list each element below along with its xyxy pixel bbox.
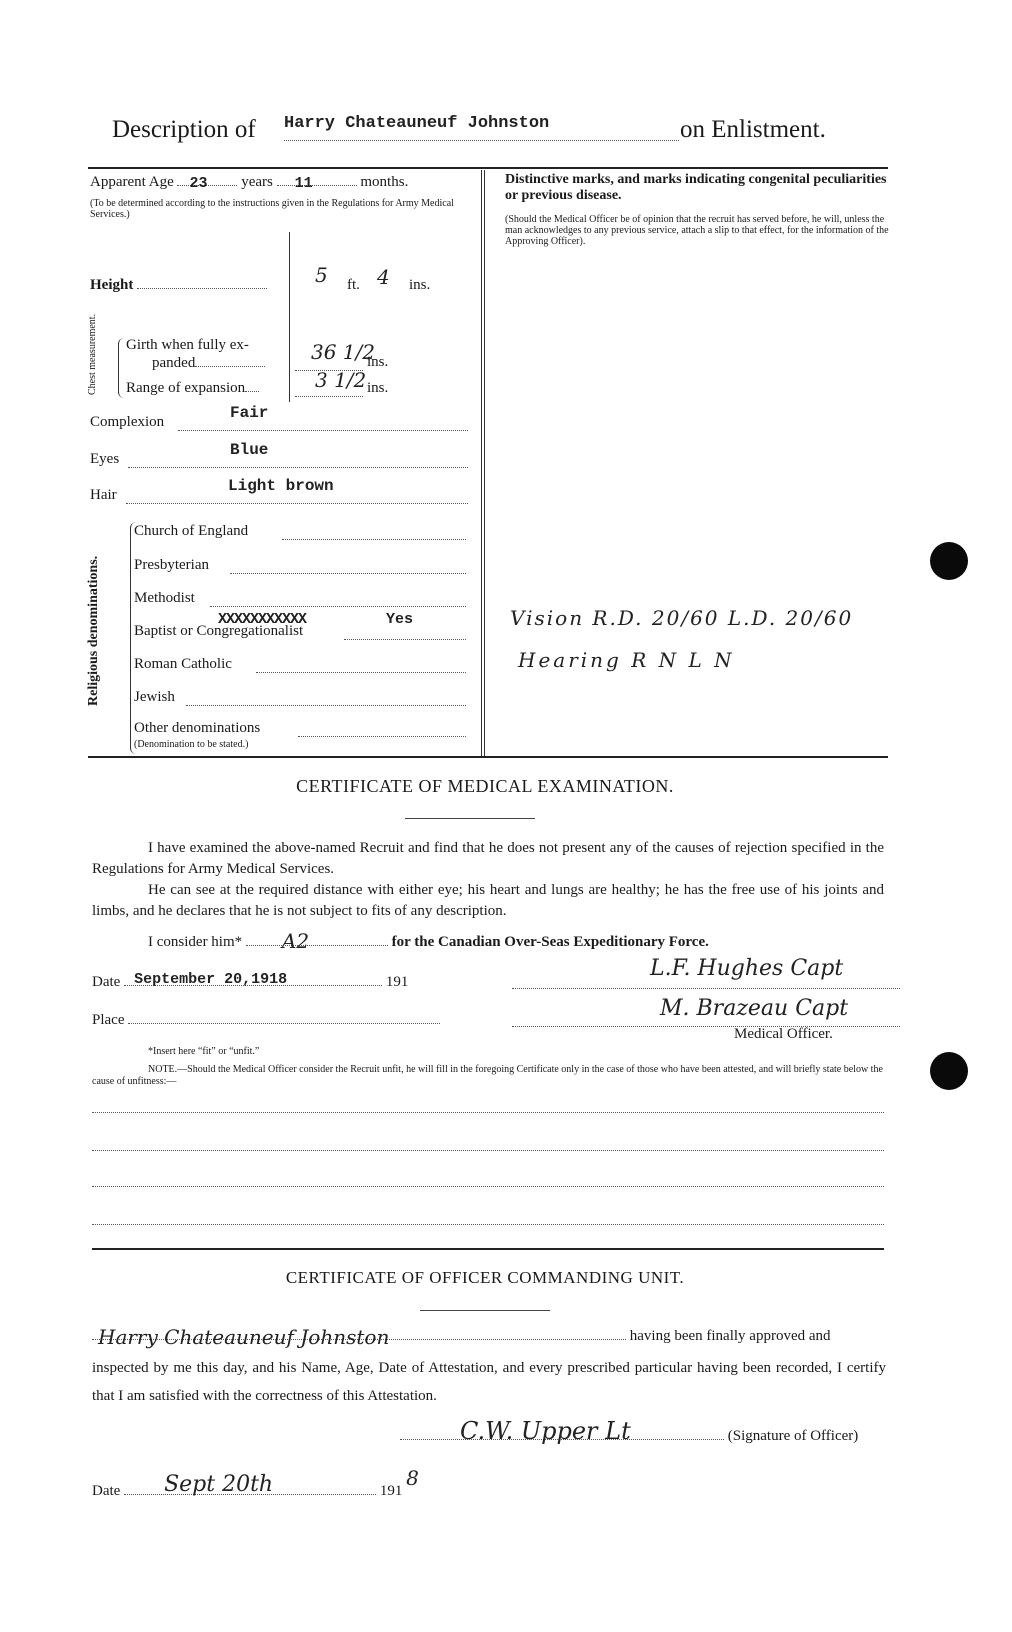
signature-line-2 <box>512 1026 900 1027</box>
punch-hole-bottom <box>930 1052 968 1090</box>
officer-recruit-name: Harry Chateauneuf Johnston <box>98 1325 390 1349</box>
column-divider-inner <box>484 170 485 756</box>
girth-label-line2: panded <box>152 355 196 371</box>
officer-year-prefix: 191 <box>379 1483 403 1499</box>
religion-label: Roman Catholic <box>134 656 232 672</box>
officer-text: inspected by me this day, and his Name, Age, Date of Attestation, and every prescribed particular having been recorded, I certify that I am satisfied with the correctness of this Attestation. <box>92 1360 886 1404</box>
religion-roman-catholic <box>134 656 466 673</box>
religion-baptist <box>134 611 466 640</box>
column-divider <box>481 170 482 756</box>
hearing-note: Hearing R N L N <box>518 648 735 672</box>
medical-officer-label: Medical Officer. <box>734 1026 833 1042</box>
unfitness-line-3 <box>92 1186 884 1187</box>
officer-date-value: Sept 20th <box>164 1472 274 1497</box>
religion-label: Baptist or Congregationalist <box>134 623 304 639</box>
officer-date-row <box>92 1466 492 1500</box>
officer-date-label: Date <box>92 1483 121 1499</box>
date-label: Date <box>92 974 121 990</box>
religion-presbyterian <box>134 557 466 574</box>
medical-place-row <box>92 1012 472 1029</box>
officer-year-suffix: 8 <box>406 1466 419 1490</box>
religious-denominations-label <box>86 555 101 706</box>
hair-value: Light brown <box>228 477 334 495</box>
recruit-name-line <box>284 140 679 141</box>
year-prefix: 191 <box>385 974 409 990</box>
chest-measurement-label <box>87 313 98 395</box>
range-value: 3 1/2 <box>315 368 367 392</box>
hair-row <box>90 477 468 504</box>
apparent-age-row <box>90 174 470 191</box>
religion-label: Methodist <box>134 590 195 606</box>
complexion-row <box>90 404 468 431</box>
age-note: (To be determined according to the instructions given in the Regulations for Army Medical Services.) <box>90 198 454 220</box>
fit-footnote: *Insert here “fit” or “unfit.” <box>148 1046 260 1057</box>
title-rule <box>405 818 535 819</box>
religion-value: Yes <box>386 611 414 628</box>
ins-label: ins. <box>409 277 431 293</box>
apparent-age-label: Apparent Age <box>90 174 174 190</box>
range-label-text: Range of expansion <box>126 380 246 396</box>
force-label: for the Canadian Over-Seas Expeditionary Force. <box>391 934 709 950</box>
girth-label <box>126 336 286 372</box>
signature-line-1 <box>512 988 900 989</box>
age-months-field <box>277 175 357 192</box>
chest-brace <box>118 338 125 398</box>
age-years-field <box>177 175 237 192</box>
officer-signature: C.W. Upper Lt <box>460 1417 631 1445</box>
recruit-name: Harry Chateauneuf Johnston <box>284 114 550 133</box>
vision-note: Vision R.D. 20/60 L.D. 20/60 <box>510 606 854 630</box>
medical-para-1: I have examined the above-named Recruit and find that he does not present any of the causes of rejection specified in the Regulations for Army Medical Services. <box>92 840 884 877</box>
complexion-label: Complexion <box>90 414 165 430</box>
religion-jewish <box>134 689 466 706</box>
officer-signature-row <box>400 1417 890 1445</box>
officer-certificate-title: CERTIFICATE OF OFFICER COMMANDING UNIT. <box>285 1268 685 1287</box>
religion-group-label-text: Religious denominations. <box>86 555 101 706</box>
hair-label: Hair <box>90 487 117 503</box>
months-label: months. <box>360 174 409 190</box>
fitness-value: A2 <box>281 929 310 953</box>
unfitness-line-2 <box>92 1150 884 1151</box>
medical-date-row <box>92 971 472 991</box>
other-denomination-note: (Denomination to be stated.) <box>134 739 249 750</box>
eyes-row <box>90 441 468 468</box>
top-divider <box>88 167 888 169</box>
distinctive-marks-note: (Should the Medical Officer be of opinion that the recruit has served before, he will, unless the man acknowledges to any previous service, attach a slip to that effect, for the information of the Approving Officer). <box>505 214 889 247</box>
officer-text-line1: having been finally approved and <box>629 1328 831 1344</box>
girth-value: 36 1/2 <box>311 340 375 364</box>
eyes-label: Eyes <box>90 451 120 467</box>
religion-overstrike: XXXXXXXXXXX <box>218 611 307 628</box>
girth-ins-label: ins. <box>367 354 389 370</box>
complexion-value: Fair <box>230 404 269 422</box>
religion-label: Church of England <box>134 523 249 539</box>
chest-label-text: Chest measurement. <box>87 313 98 395</box>
measurement-divider <box>289 232 290 402</box>
place-label: Place <box>92 1012 125 1028</box>
medical-signature-2: M. Brazeau Capt <box>660 996 849 1021</box>
unfitness-line-4 <box>92 1224 884 1225</box>
age-months-value: 11 <box>294 175 313 192</box>
signature-of-officer-label: (Signature of Officer) <box>727 1428 859 1444</box>
age-years-value: 23 <box>189 175 208 192</box>
religion-label: Other denominations <box>134 720 261 736</box>
religion-label: Jewish <box>134 689 175 705</box>
header-prefix: Description of <box>112 116 256 143</box>
religion-methodist <box>134 590 466 607</box>
consider-row <box>148 929 888 953</box>
height-ft-value: 5 <box>315 263 328 287</box>
form-header <box>112 112 892 152</box>
height-dots <box>137 288 267 289</box>
height-in-value: 4 <box>377 265 390 289</box>
header-suffix: on Enlistment. <box>680 116 826 143</box>
height-label: Height <box>90 277 134 293</box>
range-label <box>126 380 286 397</box>
medical-para-2: He can see at the required distance with either eye; his heart and lungs are healthy; he has the free use of his joints and limbs, and he declares that he is not subject to fits of any description. <box>92 882 884 919</box>
mid-divider <box>88 756 888 758</box>
religion-label: Presbyterian <box>134 557 209 573</box>
ft-label: ft. <box>347 277 360 293</box>
medical-certificate-title: CERTIFICATE OF MEDICAL EXAMINATION. <box>296 776 674 796</box>
range-ins-label: ins. <box>367 380 389 396</box>
unfitness-line-1 <box>92 1112 884 1113</box>
medical-date-value: September 20,1918 <box>134 971 288 988</box>
consider-label: I consider him* <box>148 934 243 950</box>
religion-church-of-england <box>134 523 466 540</box>
eyes-value: Blue <box>230 441 269 459</box>
officer-name-row <box>92 1325 886 1349</box>
medical-signature-1: L.F. Hughes Capt <box>650 956 844 981</box>
religion-other <box>134 720 466 737</box>
unfit-note: NOTE.—Should the Medical Officer consider the Recruit unfit, he will fill in the foregoing Certificate only in the case of those who have been attested, and will briefly state below the cause of unfitness:— <box>92 1064 883 1087</box>
punch-hole-top <box>930 542 968 580</box>
lower-divider <box>92 1248 884 1250</box>
officer-title-rule <box>420 1310 550 1311</box>
distinctive-marks-heading: Distinctive marks, and marks indicating congenital peculiarities or previous disease. <box>505 172 887 203</box>
girth-label-line1: Girth when fully ex- <box>126 337 249 353</box>
years-label: years <box>241 174 273 190</box>
